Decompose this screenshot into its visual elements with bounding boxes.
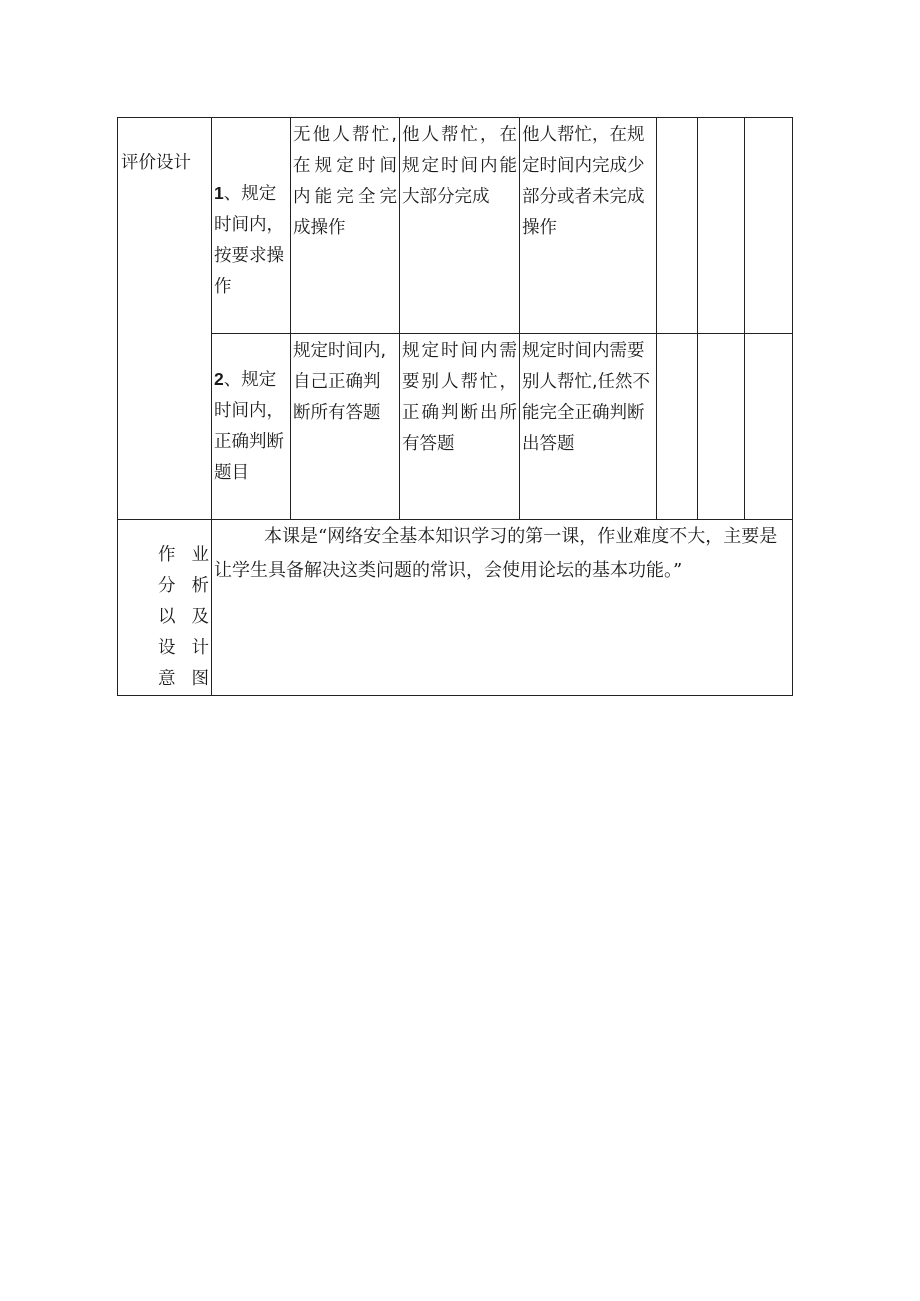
criterion-2-number: 2 [214,369,224,389]
criterion-cell [212,334,291,520]
criterion-1-level-b: 他人帮忙，在规定时间内能大部分完成 [402,125,517,207]
analysis-label-line: 以及 [158,607,209,627]
level-c-cell [520,334,657,520]
analysis-body: 本课是“网络安全基本知识学习的第一课，作业难度不大，主要是让学生具备解决这类问题的常识，会使用论坛的基本功能。” [214,526,778,581]
criterion-2-level-a: 规定时间内,自己正确判断所有答题 [293,341,387,423]
table-row [118,118,793,334]
analysis-label-cell [118,520,212,696]
criterion-2-level-c: 规定时间内需要别人帮忙,任然不能完全正确判断出答题 [522,341,651,454]
analysis-label-line: 设计 [158,638,209,658]
criterion-cell [212,118,291,334]
evaluation-label-cell [118,118,212,520]
criterion-2-name: 、规定时间内，正确判断题目 [214,370,284,483]
analysis-body-cell [212,520,793,696]
criterion-1-name: 、规定时间内，按要求操作 [214,184,284,297]
score-cell [698,334,745,520]
score-cell [745,334,793,520]
criterion-1 [212,148,290,303]
level-b-cell [400,118,520,334]
criterion-1-number: 1 [214,183,224,203]
score-cell [657,118,698,334]
level-b-cell [400,334,520,520]
analysis-label-line: 分析 [158,576,209,596]
criterion-1-level-a: 无他人帮忙,在规定时间内能完全完成操作 [293,125,397,238]
score-cell [657,334,698,520]
score-cell [745,118,793,334]
criterion-1-level-c: 他人帮忙，在规定时间内完成少部分或者未完成操作 [522,125,645,238]
level-a-cell [291,334,400,520]
level-a-cell [291,118,400,334]
evaluation-table [117,117,793,696]
criterion-2-level-b: 规定时间内需要别人帮忙，正确判断出所有答题 [402,341,517,454]
evaluation-label: 评价设计 [121,153,191,173]
table-row [118,520,793,696]
analysis-label [118,520,211,695]
criterion-2 [212,334,290,489]
level-c-cell [520,118,657,334]
analysis-label-line: 意图 [158,669,209,689]
score-cell [698,118,745,334]
analysis-label-line: 作业 [158,545,209,565]
table-row [118,334,793,520]
